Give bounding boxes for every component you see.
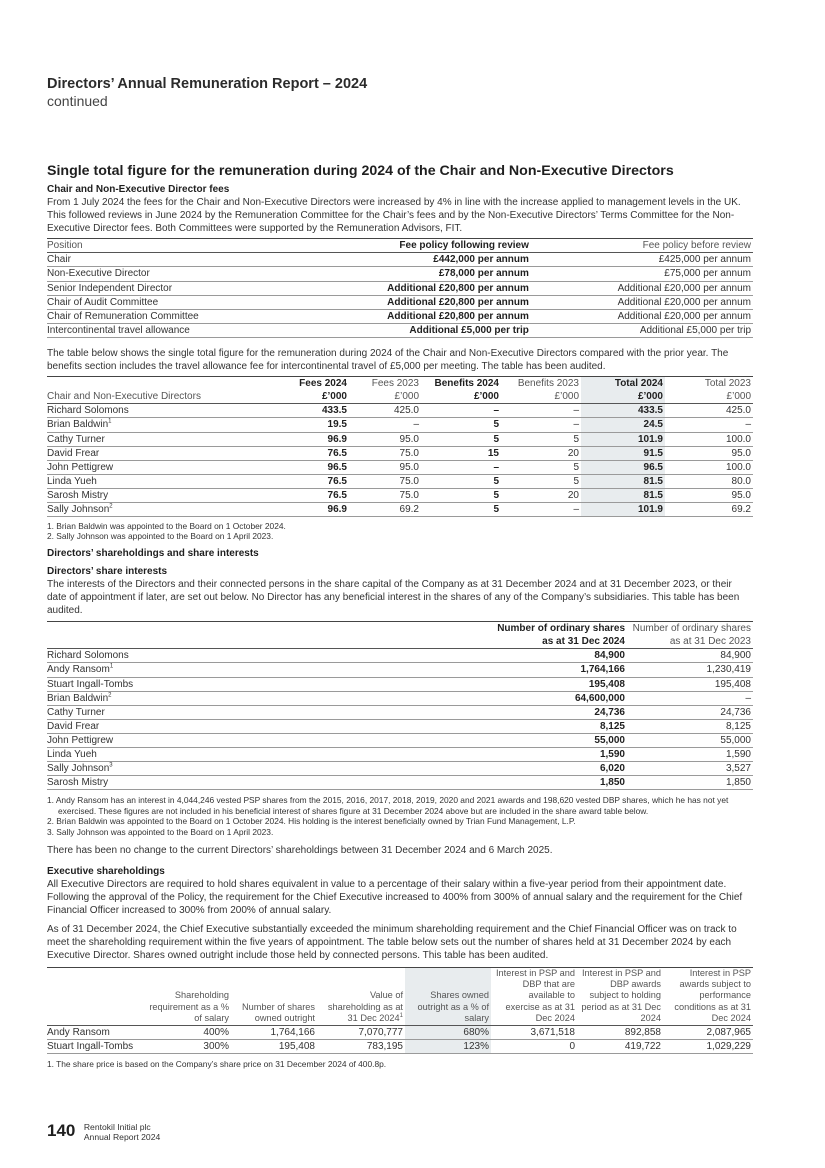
table-row (47, 748, 753, 762)
shares-2024: 6,020 (447, 762, 627, 776)
value-cell: 95.0 (349, 460, 421, 474)
shares-2024: 1,764,166 (447, 663, 627, 677)
fee-after-review: Additional £5,000 per trip (295, 323, 530, 337)
executive-name: Andy Ransom (47, 1025, 147, 1039)
value-cell: – (349, 418, 421, 432)
shares-2023: 84,900 (627, 649, 753, 663)
value-cell: 5 (421, 488, 501, 502)
director-name-text: Richard Solomons (47, 650, 129, 662)
report-title: Directors’ Annual Remuneration Report – 2024 (47, 76, 368, 92)
value-cell: 1,029,229 (663, 1039, 753, 1053)
shares-2023: 1,850 (627, 776, 753, 790)
value-cell: 7,070,777 (317, 1025, 405, 1039)
fee-after-review: Additional £20,800 per annum (295, 295, 530, 309)
director-name-text: Andy Ransom (47, 664, 110, 676)
value-cell: 400% (147, 1025, 231, 1039)
no-change-statement: There has been no change to the current Directors’ shareholdings between 31 December 2024 and 6 March 2025. (47, 844, 553, 856)
director-name-text: Richard Solomons (47, 405, 129, 417)
shares-2024: 195,408 (447, 677, 627, 691)
footnote: 2. Sally Johnson was appointed to the Board on 1 April 2023. (47, 531, 274, 542)
table-row (47, 691, 753, 705)
value-cell: 80.0 (665, 474, 753, 488)
director-name-text: Cathy Turner (47, 433, 105, 445)
fee-col-after: Fee policy following review (295, 239, 530, 253)
table-row (47, 719, 753, 733)
table-row (47, 323, 753, 337)
director-name-text: Sally Johnson (47, 503, 110, 515)
table-row (47, 295, 753, 309)
exec-head-holding: Interest in PSP and DBP awards subject to holding period as at 31 Dec 2024 (577, 967, 663, 1025)
value-cell: 3,671,518 (491, 1025, 577, 1039)
value-cell: 425.0 (349, 404, 421, 418)
value-cell: 75.0 (349, 446, 421, 460)
shares-2023: 8,125 (627, 719, 753, 733)
footnote-marker: 1 (108, 419, 112, 426)
table-row (47, 432, 753, 446)
single-figure-table (47, 376, 753, 517)
director-name (47, 663, 447, 677)
director-name-text: David Frear (47, 447, 100, 459)
share-interests-table (47, 621, 753, 790)
table-row (47, 762, 753, 776)
value-cell: – (421, 404, 501, 418)
footnote: 1. Andy Ransom has an interest in 4,044,246 vested PSP shares from the 2015, 2016, 2017, 2018, 2019, 2020 and 2021 awards and 198,620 vested DBP shares, which he has not yet exercised. These figures are not included in his beneficial interest of shares figure at 31 December 2024 above but are included in the share award table below. (47, 795, 729, 816)
fee-position: Senior Independent Director (47, 281, 295, 295)
value-cell: – (665, 418, 753, 432)
si-head-2023-date: as at 31 Dec 2023 (627, 635, 753, 649)
director-name-text: Sarosh Mistry (47, 489, 109, 501)
shares-2023: – (627, 691, 753, 705)
sf-head-name: Chair and Non-Executive Directors (47, 390, 267, 404)
value-cell: – (501, 502, 581, 516)
value-cell: 5 (421, 432, 501, 446)
footnote-marker: 1 (399, 1013, 403, 1020)
sf-unit: £’000 (421, 390, 501, 404)
value-cell: 95.0 (665, 488, 753, 502)
exec-head-performance: Interest in PSP awards subject to performance conditions as at 31 Dec 2024 (663, 967, 753, 1025)
fee-col-before: Fee policy before review (531, 239, 753, 253)
director-name-text: Linda Yueh (47, 475, 97, 487)
value-cell: 101.9 (581, 432, 665, 446)
director-name (47, 404, 267, 418)
shares-2024: 64,600,000 (447, 691, 627, 705)
table-row (47, 663, 753, 677)
shares-2024: 8,125 (447, 719, 627, 733)
fee-before-review: £75,000 per annum (531, 267, 753, 281)
table-row (47, 1025, 753, 1039)
footnote-marker: 2 (109, 503, 113, 510)
value-cell: 5 (421, 418, 501, 432)
sf-unit: £’000 (267, 390, 349, 404)
value-cell: 101.9 (581, 502, 665, 516)
value-cell: 100.0 (665, 432, 753, 446)
value-cell: 76.5 (267, 446, 349, 460)
director-name-text: Stuart Ingall-Tombs (47, 678, 134, 690)
table-row (47, 488, 753, 502)
sf-head-fees23: Fees 2023 (371, 378, 419, 390)
si-head-2024: Number of ordinary shares (497, 623, 625, 635)
value-cell: 5 (421, 502, 501, 516)
fee-after-review: Additional £20,800 per annum (295, 309, 530, 323)
table-row (47, 404, 753, 418)
director-name (47, 446, 267, 460)
value-cell: 2,087,965 (663, 1025, 753, 1039)
value-cell: 300% (147, 1039, 231, 1053)
report-subtitle: continued (47, 93, 108, 109)
value-cell: – (501, 404, 581, 418)
single-figure-footnotes (47, 521, 753, 542)
si-head-2023: Number of ordinary shares (632, 623, 751, 635)
value-cell: 5 (501, 474, 581, 488)
value-cell: 76.5 (267, 488, 349, 502)
value-cell: 96.9 (267, 502, 349, 516)
value-cell: 96.5 (267, 460, 349, 474)
single-figure-paragraph: The table below shows the single total figure for the remuneration during 2024 of the Chair and Non-Executive Directors compared with the prior year. The benefits section includes the travel allowance fee for intercontinental travel of £5,000 per meeting. The table has been audited. (47, 347, 729, 373)
table-row (47, 309, 753, 323)
share-interests-paragraph: The interests of the Directors and their connected persons in the share capital of the Company as at 31 December 2024 and at 31 December 2023, or their date of appointment if later, are set out below. No Director has any beneficial interest in the shares of any of the Company’s subsidiaries. This table has been audited. (47, 578, 740, 617)
footnote: 2. Brian Baldwin was appointed to the Board on 1 October 2024. His holding is the interest beneficially owned by Trian Fund Management, L.P. (47, 816, 576, 827)
table-row (47, 502, 753, 516)
exec-head-pct-salary: Shares owned outright as a % of salary (405, 967, 491, 1025)
director-name-text: John Pettigrew (47, 461, 114, 473)
table-row (47, 281, 753, 295)
value-cell: 96.5 (581, 460, 665, 474)
fee-before-review: Additional £5,000 per trip (531, 323, 753, 337)
exec-head-value-text: Value of shareholding as at 31 Dec 2024 (327, 990, 403, 1024)
executive-footnote: 1. The share price is based on the Company’s share price on 31 December 2024 of 400.8p. (47, 1058, 387, 1069)
footnote: 3. Sally Johnson was appointed to the Board on 1 April 2023. (47, 826, 274, 837)
value-cell: 425.0 (665, 404, 753, 418)
value-cell: 24.5 (581, 418, 665, 432)
value-cell: 5 (421, 474, 501, 488)
value-cell: – (421, 460, 501, 474)
value-cell: 95.0 (665, 446, 753, 460)
value-cell: 195,408 (231, 1039, 317, 1053)
fees-heading: Chair and Non-Executive Director fees (47, 184, 230, 195)
fee-position: Chair (47, 253, 295, 267)
shares-2024: 55,000 (447, 733, 627, 747)
table-row (47, 460, 753, 474)
value-cell: 1,764,166 (231, 1025, 317, 1039)
table-row (47, 733, 753, 747)
shares-2024: 1,850 (447, 776, 627, 790)
executive-paragraph-1: All Executive Directors are required to hold shares equivalent in value to a percentage of their salary within a five-year period from their appointment date. Following the approval of the Policy, the requirement for the Chief Executive increased to 400% from 300% of annual salary and the requirement for the Chief Financial Officer increased to 300% from 200% of annual salary. (47, 879, 743, 917)
table-row (47, 446, 753, 460)
sf-unit: £’000 (501, 390, 581, 404)
company-name: Rentokil Initial plc (83, 1122, 151, 1132)
value-cell: 0 (491, 1039, 577, 1053)
director-name (47, 762, 447, 776)
director-name (47, 677, 447, 691)
shares-2023: 55,000 (627, 733, 753, 747)
footnote: 1. Brian Baldwin was appointed to the Board on 1 October 2024. (47, 521, 286, 532)
table-row (47, 267, 753, 281)
fee-col-position: Position (47, 239, 295, 253)
value-cell: 91.5 (581, 446, 665, 460)
shares-2024: 1,590 (447, 748, 627, 762)
value-cell: 69.2 (349, 502, 421, 516)
value-cell: 81.5 (581, 488, 665, 502)
value-cell: 20 (501, 446, 581, 460)
report-name: Annual Report 2024 (83, 1132, 161, 1142)
section-title: Single total figure for the remuneration during 2024 of the Chair and Non-Executive Directors (47, 163, 674, 179)
fee-policy-table (47, 238, 753, 338)
director-name (47, 776, 447, 790)
table-row (47, 705, 753, 719)
value-cell: 892,858 (577, 1025, 663, 1039)
fee-position: Chair of Remuneration Committee (47, 309, 295, 323)
value-cell: 95.0 (349, 432, 421, 446)
value-cell: 75.0 (349, 474, 421, 488)
director-name (47, 748, 447, 762)
fee-before-review: Additional £20,000 per annum (531, 295, 753, 309)
report-page (47, 76, 753, 1069)
sf-unit: £’000 (349, 390, 421, 404)
si-head-2024-date: as at 31 Dec 2024 (447, 635, 627, 649)
value-cell: 69.2 (665, 502, 753, 516)
director-name (47, 418, 267, 432)
director-name-text: Sarosh Mistry (47, 777, 109, 789)
director-name-text: Sally Johnson (47, 763, 110, 775)
value-cell: 81.5 (581, 474, 665, 488)
share-interests-heading: Directors’ share interests (47, 565, 168, 577)
value-cell: 783,195 (317, 1039, 405, 1053)
value-cell: 419,722 (577, 1039, 663, 1053)
fee-position: Chair of Audit Committee (47, 295, 295, 309)
fee-before-review: Additional £20,000 per annum (531, 309, 753, 323)
director-name (47, 705, 447, 719)
sf-unit: £’000 (665, 390, 753, 404)
shares-2023: 24,736 (627, 705, 753, 719)
sf-unit: £’000 (581, 390, 665, 404)
shares-2023: 1,590 (627, 748, 753, 762)
director-name (47, 649, 447, 663)
executive-heading: Executive shareholdings (47, 866, 165, 877)
value-cell: 5 (501, 432, 581, 446)
fees-paragraph: From 1 July 2024 the fees for the Chair and Non-Executive Directors were increased by 4% in line with the increase applied to management levels in the UK. This followed reviews in June 2024 by the Remuneration Committee for the Chair’s fees and by the Non-Executive Directors’ Terms Committee for the Non-Executive Director fees. Both Committees were supported by the Remuneration Advisors, FIT. (47, 197, 741, 235)
value-cell: 15 (421, 446, 501, 460)
table-row (47, 1039, 753, 1053)
value-cell: 5 (501, 460, 581, 474)
shareholdings-heading: Directors’ shareholdings and share interests (47, 547, 259, 559)
exec-head-shares-owned: Number of shares owned outright (231, 967, 317, 1025)
table-row (47, 677, 753, 691)
value-cell: 433.5 (581, 404, 665, 418)
sf-head-tot23: Total 2023 (704, 378, 751, 390)
value-cell: 433.5 (267, 404, 349, 418)
sf-head-tot24: Total 2024 (581, 377, 665, 391)
table-row (47, 776, 753, 790)
director-name-text: Brian Baldwin (47, 419, 109, 431)
share-interests-footnotes (47, 795, 753, 837)
table-row (47, 474, 753, 488)
value-cell: 75.0 (349, 488, 421, 502)
director-name (47, 733, 447, 747)
director-name-text: John Pettigrew (47, 734, 114, 746)
fee-position: Non-Executive Director (47, 267, 295, 281)
fee-after-review: £78,000 per annum (295, 267, 530, 281)
sf-head-ben24: Benefits 2024 (434, 378, 499, 390)
shares-2024: 24,736 (447, 705, 627, 719)
value-cell: 76.5 (267, 474, 349, 488)
executive-shareholdings-table (47, 967, 753, 1054)
fee-position: Intercontinental travel allowance (47, 323, 295, 337)
value-cell: 100.0 (665, 460, 753, 474)
publication-info (84, 1122, 160, 1142)
fee-before-review: £425,000 per annum (531, 253, 753, 267)
page-number: 140 (47, 1121, 76, 1140)
director-name-text: Cathy Turner (47, 706, 105, 718)
director-name (47, 502, 267, 516)
shares-2023: 195,408 (627, 677, 753, 691)
exec-head-requirement: Shareholding requirement as a % of salary (147, 967, 231, 1025)
fee-before-review: Additional £20,000 per annum (531, 281, 753, 295)
shares-2023: 1,230,419 (627, 663, 753, 677)
footnote-marker: 2 (108, 692, 112, 699)
value-cell: 123% (405, 1039, 491, 1053)
director-name-text: Linda Yueh (47, 749, 97, 760)
value-cell: 96.9 (267, 432, 349, 446)
sf-head-fees24: Fees 2024 (299, 378, 347, 390)
fee-after-review: £442,000 per annum (295, 253, 530, 267)
sf-head-ben23: Benefits 2023 (517, 378, 579, 390)
executive-name: Stuart Ingall-Tombs (47, 1039, 147, 1053)
director-name (47, 474, 267, 488)
exec-head-available: Interest in PSP and DBP that are available to exercise as at 31 Dec 2024 (491, 967, 577, 1025)
footnote-marker: 3 (109, 762, 113, 769)
executive-paragraph-2: As of 31 December 2024, the Chief Executive substantially exceeded the minimum shareholding requirement and the Chief Financial Officer was on track to meet the shareholding requirement within the five years of appointment. The table below sets out the number of shares held at 31 December 2024 by each Executive Director. Shares owned outright include those held by connected persons. This table has been audited. (47, 924, 737, 962)
director-name (47, 719, 447, 733)
value-cell: – (501, 418, 581, 432)
value-cell: 19.5 (267, 418, 349, 432)
shares-2024: 84,900 (447, 649, 627, 663)
director-name-text: Brian Baldwin (47, 692, 109, 704)
page-footer (47, 1121, 160, 1142)
director-name (47, 691, 447, 705)
table-row (47, 418, 753, 432)
director-name (47, 460, 267, 474)
table-row (47, 253, 753, 267)
value-cell: 20 (501, 488, 581, 502)
shares-2023: 3,527 (627, 762, 753, 776)
fee-after-review: Additional £20,800 per annum (295, 281, 530, 295)
director-name (47, 432, 267, 446)
value-cell: 680% (405, 1025, 491, 1039)
exec-head-value (317, 967, 405, 1025)
table-row (47, 649, 753, 663)
director-name (47, 488, 267, 502)
footnote-marker: 1 (109, 664, 114, 671)
director-name-text: David Frear (47, 720, 100, 732)
